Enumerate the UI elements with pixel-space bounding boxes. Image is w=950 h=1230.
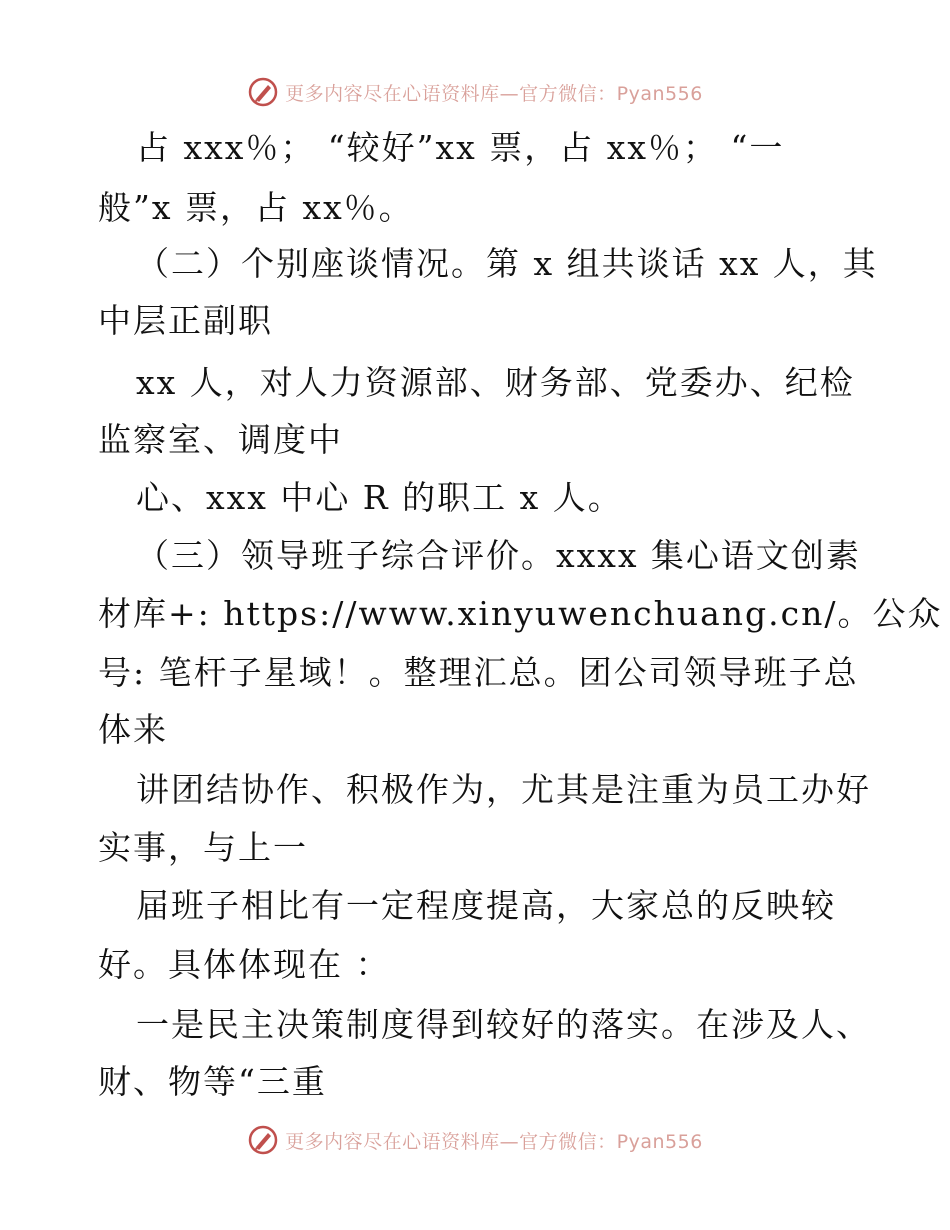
- text-line: 届班子相比有一定程度提高，大家总的反映较: [136, 886, 836, 925]
- text-line: 讲团结协作、积极作为，尤其是注重为员工办好: [136, 770, 871, 809]
- text-line: 占 xxx％； “较好”xx 票，占 xx％； “一: [136, 128, 785, 167]
- watermark-text: 更多内容尽在心语资料库—官方微信：Pyan556: [285, 82, 703, 105]
- text-line: （三）领导班子综合评价。xxxx 集心语文创素: [136, 536, 861, 575]
- text-line: 材库+: https://www.xinyuwenchuang.cn/。公众: [98, 594, 943, 633]
- text-line: xx 人，对人力资源部、财务部、党委办、纪检: [136, 363, 855, 402]
- text-line: 财、物等“三重: [98, 1062, 327, 1101]
- footer-watermark: [0, 1120, 950, 1160]
- watermark-text: 更多内容尽在心语资料库—官方微信：Pyan556: [285, 1130, 703, 1153]
- text-line: （二）个别座谈情况。第 x 组共谈话 xx 人，其: [136, 244, 878, 283]
- header-watermark: [0, 72, 950, 112]
- text-line: 号: 笔杆子星域！。整理汇总。团公司领导班子总: [98, 653, 859, 692]
- text-line: 般”x 票，占 xx％。: [98, 188, 414, 227]
- text-line: 实事，与上一: [98, 828, 308, 867]
- text-line: 心、xxx 中心 R 的职工 x 人。: [136, 478, 623, 517]
- text-line: 体来: [98, 710, 168, 749]
- pen-logo-icon: [247, 1124, 279, 1156]
- text-line: 一是民主决策制度得到较好的落实。在涉及人、: [136, 1005, 871, 1044]
- pen-logo-icon: [247, 76, 279, 108]
- text-line: 好。具体体现在 ：: [98, 945, 391, 984]
- text-line: 中层正副职: [98, 301, 273, 340]
- text-line: 监察室、调度中: [98, 420, 343, 459]
